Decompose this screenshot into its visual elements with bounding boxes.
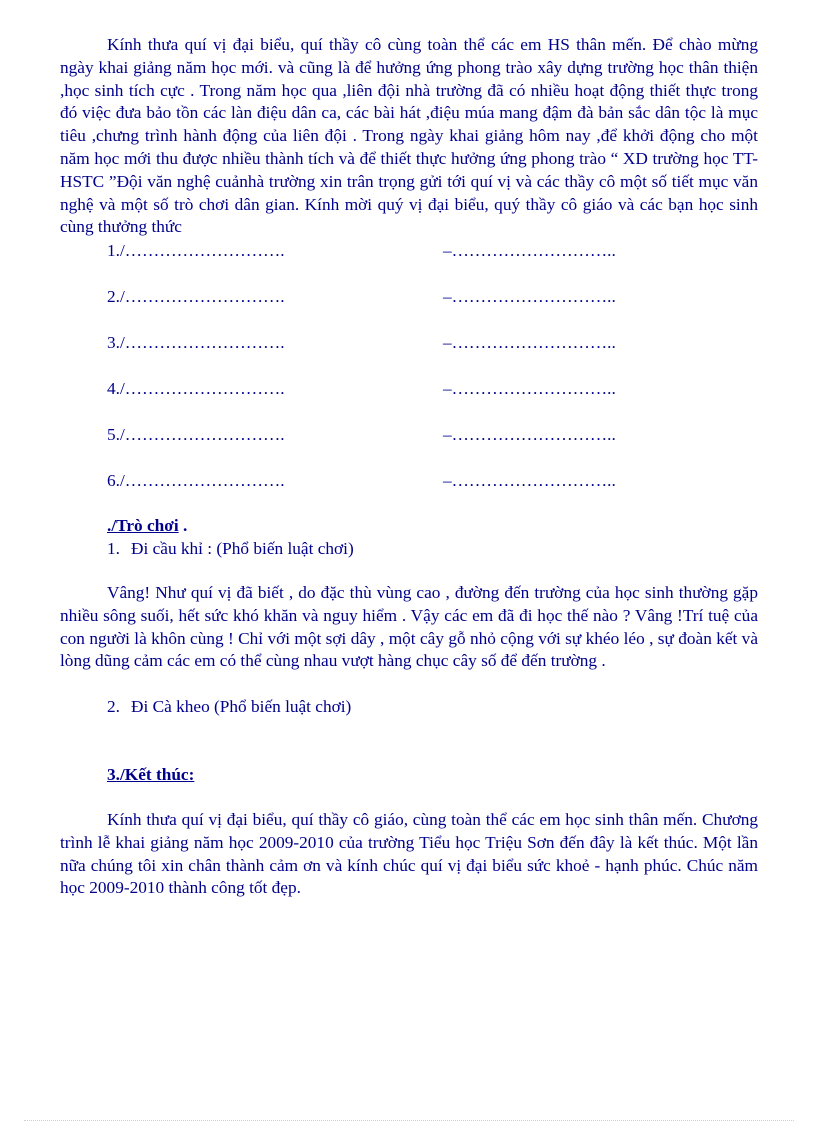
program-item-number: 5./………………………. <box>107 425 285 444</box>
program-item <box>107 240 667 263</box>
program-item-blank: –……………………….. <box>443 379 616 398</box>
intro-paragraph: Kính thưa quí vị đại biểu, quí thầy cô cùng toàn thể các em HS thân mến. Để chào mừng ngày khai giảng năm học mới. và cũng là để hưởng ứng phong trào xây dựng trường học thân thiện ,học sinh tích cực . Trong năm học qua ,liên đội nhà trường đã có nhiều hoạt động thiết thực trong đó việc đưa bảo tồn các làn điệu dân ca, các bài hát ,điệu múa mang đậm đà bản sắc dân tộc là mục tiêu ,chưng trình hành động của liên đội . Trong ngày khai giảng hôm nay ,để khởi động cho một năm học mới thu được nhiều thành tích và để thiết thực hưởng ứng phong trào “ XD trường học TT- HSTC ”Đội văn nghệ cuảnhà trường xin trân trọng gửi tới quí vị và các thầy cô một số tiết mục văn nghệ và một số trò chơi dân gian. Kính mời quý vị đại biểu, quý thầy cô giáo và các bạn học sinh cùng thưởng thức <box>60 35 758 237</box>
page-bottom-rule <box>24 1120 794 1121</box>
games-heading-text: ./Trò chơi <box>107 516 179 535</box>
game-1-label: Đi cầu khỉ : (Phổ biến luật chơi) <box>131 539 354 558</box>
program-item <box>107 332 667 355</box>
program-item-blank: –……………………….. <box>443 241 616 260</box>
game-1-title <box>107 538 354 561</box>
program-item-number: 6./………………………. <box>107 471 285 490</box>
closing-heading <box>107 764 194 787</box>
program-item-number: 3./………………………. <box>107 333 285 352</box>
game-1-paragraph: Vâng! Như quí vị đã biết , do đặc thù vùng cao , đường đến trường của học sinh thường gặp nhiều sông suối, hết sức khó khăn và nguy hiểm . Vậy các em đã đi học thế nào ? Vâng !Trí tuệ của con người là khôn cùng ! Chỉ với một sợi dây , một cây gỗ nhỏ cộng với sự khéo léo , sự đoàn kết và lòng dũng cảm các em có thể cùng nhau vượt hàng chục cây số để đến trường . <box>60 583 758 671</box>
game-2-label: Đi Cà kheo (Phổ biến luật chơi) <box>131 697 352 716</box>
program-item-number: 2./………………………. <box>107 287 285 306</box>
closing-paragraph: Kính thưa quí vị đại biểu, quí thầy cô giáo, cùng toàn thể các em học sinh thân mến. Chương trình lễ khai giảng năm học 2009-2010 của trường Tiểu học Triệu Sơn đến đây là kết thúc. Một lần nữa chúng tôi xin chân thành cảm ơn và kính chúc quí vị đại biểu sức khoẻ - hạnh phúc. Chúc năm học 2009-2010 thành công tốt đẹp. <box>60 810 758 898</box>
games-heading-suffix: . <box>178 516 188 535</box>
closing-heading-text: 3./Kết thúc: <box>107 765 195 784</box>
program-item <box>107 286 667 309</box>
program-item-blank: –……………………….. <box>443 425 616 444</box>
program-item <box>107 470 667 493</box>
program-item-number: 1./………………………. <box>107 241 285 260</box>
program-item-blank: –……………………….. <box>443 287 616 306</box>
program-item-blank: –……………………….. <box>443 471 616 490</box>
program-item-blank: –……………………….. <box>443 333 616 352</box>
game-1-number: 1. <box>107 539 120 558</box>
game-2-title <box>107 696 351 719</box>
games-heading <box>107 515 187 538</box>
game-2-number: 2. <box>107 697 120 716</box>
program-item <box>107 378 667 401</box>
program-item-number: 4./………………………. <box>107 379 285 398</box>
program-item <box>107 424 667 447</box>
